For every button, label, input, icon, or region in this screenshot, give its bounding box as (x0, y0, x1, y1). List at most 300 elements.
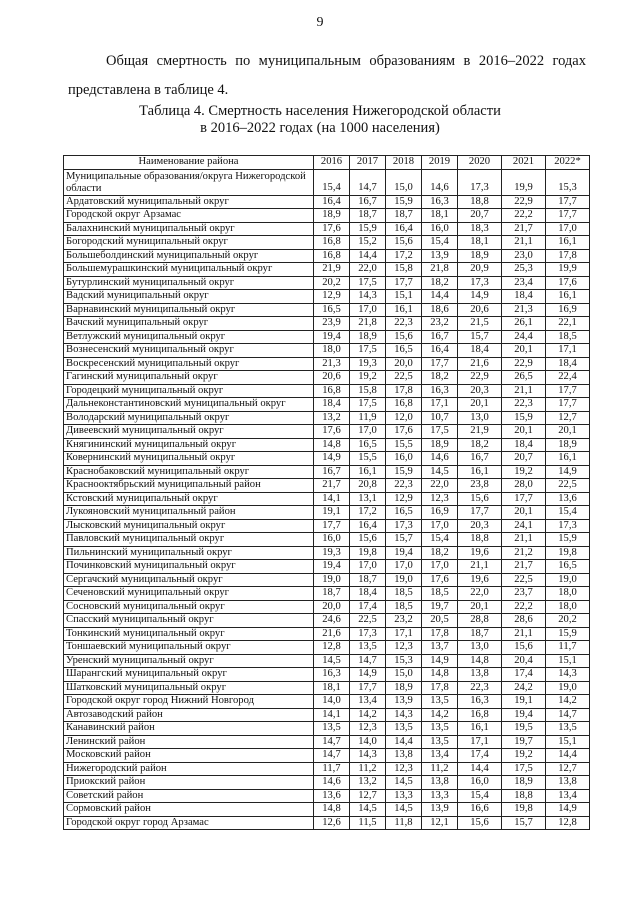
table-row (64, 169, 590, 195)
mortality-value-cell: 18,9 (386, 681, 422, 695)
mortality-value-cell: 19,8 (350, 546, 386, 560)
table-row (64, 425, 590, 439)
mortality-value-cell: 14,8 (314, 438, 350, 452)
mortality-value-cell: 14,2 (546, 695, 590, 709)
mortality-value-cell: 22,3 (502, 398, 546, 412)
mortality-value-cell: 14,4 (422, 290, 458, 304)
table-row (64, 614, 590, 628)
mortality-value-cell: 15,9 (350, 222, 386, 236)
mortality-value-cell: 15,4 (422, 236, 458, 250)
header-district-name: Наименование района (64, 156, 314, 170)
mortality-value-cell: 13,8 (546, 776, 590, 790)
mortality-value-cell: 17,7 (546, 384, 590, 398)
mortality-value-cell: 16,7 (422, 330, 458, 344)
district-name-cell: Городской округ город Нижний Новгород (64, 695, 314, 709)
mortality-value-cell: 14,9 (314, 452, 350, 466)
mortality-value-cell: 20,4 (502, 654, 546, 668)
district-name-cell: Сосновский муниципальный округ (64, 600, 314, 614)
table-row (64, 236, 590, 250)
mortality-value-cell: 13,5 (546, 722, 590, 736)
table-row (64, 492, 590, 506)
mortality-value-cell: 22,0 (458, 587, 502, 601)
mortality-value-cell: 22,2 (502, 600, 546, 614)
mortality-value-cell: 13,8 (386, 749, 422, 763)
table-row (64, 695, 590, 709)
table-row (64, 506, 590, 520)
mortality-value-cell: 18,8 (458, 533, 502, 547)
district-name-cell: Вадский муниципальный округ (64, 290, 314, 304)
mortality-value-cell: 14,4 (350, 249, 386, 263)
mortality-value-cell: 19,8 (502, 803, 546, 817)
mortality-value-cell: 18,7 (350, 209, 386, 223)
mortality-value-cell: 16,1 (458, 722, 502, 736)
mortality-value-cell: 13,2 (350, 776, 386, 790)
mortality-value-cell: 16,7 (458, 452, 502, 466)
mortality-value-cell: 16,0 (386, 452, 422, 466)
mortality-value-cell: 12,3 (386, 762, 422, 776)
mortality-value-cell: 19,9 (502, 169, 546, 195)
mortality-value-cell: 26,1 (502, 317, 546, 331)
mortality-value-cell: 17,7 (546, 398, 590, 412)
mortality-value-cell: 13,7 (422, 641, 458, 655)
table-row (64, 317, 590, 331)
mortality-value-cell: 18,9 (458, 249, 502, 263)
mortality-value-cell: 18,1 (314, 681, 350, 695)
mortality-value-cell: 14,9 (546, 803, 590, 817)
mortality-value-cell: 19,7 (502, 735, 546, 749)
mortality-value-cell: 17,3 (386, 519, 422, 533)
mortality-value-cell: 17,6 (422, 573, 458, 587)
mortality-value-cell: 14,5 (386, 776, 422, 790)
mortality-value-cell: 17,2 (386, 249, 422, 263)
mortality-value-cell: 16,6 (458, 803, 502, 817)
mortality-value-cell: 15,9 (546, 627, 590, 641)
mortality-value-cell: 21,1 (502, 627, 546, 641)
mortality-value-cell: 15,6 (502, 641, 546, 655)
mortality-value-cell: 16,5 (386, 506, 422, 520)
mortality-value-cell: 16,1 (350, 465, 386, 479)
table-row (64, 411, 590, 425)
mortality-value-cell: 11,9 (350, 411, 386, 425)
mortality-value-cell: 20,8 (350, 479, 386, 493)
mortality-value-cell: 22,1 (546, 317, 590, 331)
mortality-value-cell: 28,8 (458, 614, 502, 628)
mortality-value-cell: 13,5 (422, 722, 458, 736)
mortality-value-cell: 18,2 (422, 371, 458, 385)
mortality-value-cell: 23,0 (502, 249, 546, 263)
mortality-value-cell: 17,4 (350, 600, 386, 614)
district-name-cell: Сормовский район (64, 803, 314, 817)
table-row (64, 371, 590, 385)
table-row (64, 249, 590, 263)
mortality-value-cell: 18,1 (458, 236, 502, 250)
mortality-value-cell: 15,4 (458, 789, 502, 803)
mortality-value-cell: 17,7 (350, 681, 386, 695)
mortality-value-cell: 13,2 (314, 411, 350, 425)
mortality-value-cell: 19,4 (386, 546, 422, 560)
mortality-value-cell: 18,4 (546, 357, 590, 371)
district-name-cell: Лукояновский муниципальный район (64, 506, 314, 520)
mortality-value-cell: 19,0 (314, 573, 350, 587)
mortality-value-cell: 17,3 (458, 276, 502, 290)
mortality-value-cell: 16,1 (458, 465, 502, 479)
district-name-cell: Дивеевский муниципальный округ (64, 425, 314, 439)
mortality-value-cell: 15,5 (386, 438, 422, 452)
mortality-value-cell: 10,7 (422, 411, 458, 425)
mortality-value-cell: 14,7 (350, 169, 386, 195)
district-name-cell: Кстовский муниципальный округ (64, 492, 314, 506)
mortality-value-cell: 19,3 (350, 357, 386, 371)
mortality-value-cell: 16,7 (314, 465, 350, 479)
table-row (64, 681, 590, 695)
mortality-value-cell: 22,5 (350, 614, 386, 628)
mortality-value-cell: 15,4 (422, 533, 458, 547)
mortality-value-cell: 16,9 (422, 506, 458, 520)
mortality-value-cell: 17,0 (350, 425, 386, 439)
mortality-value-cell: 16,8 (386, 398, 422, 412)
mortality-value-cell: 18,2 (422, 546, 458, 560)
mortality-value-cell: 15,7 (386, 533, 422, 547)
mortality-value-cell: 14,9 (546, 465, 590, 479)
mortality-value-cell: 14,4 (546, 749, 590, 763)
mortality-value-cell: 20,1 (502, 344, 546, 358)
mortality-value-cell: 18,8 (458, 195, 502, 209)
table-row (64, 357, 590, 371)
mortality-value-cell: 21,8 (422, 263, 458, 277)
mortality-value-cell: 16,1 (546, 452, 590, 466)
district-name-cell: Тонкинский муниципальный округ (64, 627, 314, 641)
mortality-value-cell: 13,5 (422, 735, 458, 749)
district-name-cell: Лысковский муниципальный округ (64, 519, 314, 533)
table-row (64, 209, 590, 223)
mortality-value-cell: 17,3 (458, 169, 502, 195)
mortality-value-cell: 20,9 (458, 263, 502, 277)
district-name-cell: Вознесенский муниципальный округ (64, 344, 314, 358)
mortality-value-cell: 21,9 (314, 263, 350, 277)
mortality-value-cell: 17,1 (422, 398, 458, 412)
table-row (64, 398, 590, 412)
table-row (64, 465, 590, 479)
header-year: 2021 (502, 156, 546, 170)
mortality-value-cell: 14,1 (314, 492, 350, 506)
mortality-value-cell: 19,2 (502, 465, 546, 479)
mortality-value-cell: 20,1 (502, 425, 546, 439)
mortality-value-cell: 15,7 (502, 816, 546, 830)
table-row (64, 479, 590, 493)
mortality-value-cell: 12,9 (314, 290, 350, 304)
mortality-value-cell: 15,4 (546, 506, 590, 520)
mortality-value-cell: 15,7 (458, 330, 502, 344)
mortality-value-cell: 20,0 (314, 600, 350, 614)
mortality-value-cell: 17,0 (350, 303, 386, 317)
mortality-value-cell: 20,0 (386, 357, 422, 371)
mortality-value-cell: 12,6 (314, 816, 350, 830)
mortality-value-cell: 14,8 (458, 654, 502, 668)
mortality-value-cell: 15,9 (386, 465, 422, 479)
mortality-value-cell: 12,8 (314, 641, 350, 655)
mortality-value-cell: 20,2 (314, 276, 350, 290)
mortality-value-cell: 18,5 (546, 330, 590, 344)
mortality-value-cell: 16,0 (458, 776, 502, 790)
header-year: 2022* (546, 156, 590, 170)
mortality-value-cell: 16,5 (350, 438, 386, 452)
mortality-value-cell: 17,6 (546, 276, 590, 290)
table-row (64, 546, 590, 560)
district-name-cell: Советский район (64, 789, 314, 803)
district-name-cell: Володарский муниципальный округ (64, 411, 314, 425)
district-name-cell: Канавинский район (64, 722, 314, 736)
mortality-value-cell: 16,1 (386, 303, 422, 317)
table-header-row (64, 156, 590, 170)
mortality-value-cell: 14,4 (458, 762, 502, 776)
mortality-value-cell: 16,5 (314, 303, 350, 317)
mortality-value-cell: 16,1 (546, 290, 590, 304)
mortality-value-cell: 15,6 (386, 236, 422, 250)
district-name-cell: Большеболдинский муниципальный округ (64, 249, 314, 263)
mortality-value-cell: 14,7 (546, 708, 590, 722)
district-name-cell: Дальнеконстантиновский муниципальный округ (64, 398, 314, 412)
district-name-cell: Вачский муниципальный округ (64, 317, 314, 331)
mortality-value-cell: 17,0 (422, 560, 458, 574)
district-name-cell: Ленинский район (64, 735, 314, 749)
district-name-cell: Пильнинский муниципальный округ (64, 546, 314, 560)
mortality-value-cell: 14,7 (350, 654, 386, 668)
mortality-value-cell: 13,4 (422, 749, 458, 763)
mortality-value-cell: 14,7 (314, 735, 350, 749)
mortality-value-cell: 21,1 (458, 560, 502, 574)
district-name-cell: Городской округ город Арзамас (64, 816, 314, 830)
mortality-value-cell: 16,5 (386, 344, 422, 358)
mortality-value-cell: 16,4 (350, 519, 386, 533)
mortality-value-cell: 18,9 (502, 776, 546, 790)
district-name-cell: Муниципальные образования/округа Нижегородской области (64, 169, 314, 195)
mortality-value-cell: 13,9 (386, 695, 422, 709)
mortality-value-cell: 21,8 (350, 317, 386, 331)
district-name-cell: Уренский муниципальный округ (64, 654, 314, 668)
mortality-value-cell: 18,8 (502, 789, 546, 803)
mortality-value-cell: 14,6 (314, 776, 350, 790)
mortality-value-cell: 19,4 (314, 330, 350, 344)
mortality-value-cell: 13,6 (546, 492, 590, 506)
mortality-value-cell: 14,2 (422, 708, 458, 722)
district-name-cell: Варнавинский муниципальный округ (64, 303, 314, 317)
intro-paragraph (68, 47, 586, 105)
mortality-value-cell: 16,0 (314, 533, 350, 547)
district-name-cell: Ардатовский муниципальный округ (64, 195, 314, 209)
mortality-value-cell: 19,9 (546, 263, 590, 277)
mortality-value-cell: 23,7 (502, 587, 546, 601)
mortality-value-cell: 17,0 (546, 222, 590, 236)
mortality-value-cell: 16,8 (314, 249, 350, 263)
mortality-value-cell: 21,9 (458, 425, 502, 439)
table-row (64, 587, 590, 601)
mortality-value-cell: 14,0 (314, 695, 350, 709)
mortality-value-cell: 18,4 (350, 587, 386, 601)
table-row (64, 722, 590, 736)
mortality-value-cell: 12,7 (546, 411, 590, 425)
district-name-cell: Починковский муниципальный округ (64, 560, 314, 574)
mortality-value-cell: 17,8 (422, 681, 458, 695)
mortality-value-cell: 18,7 (458, 627, 502, 641)
mortality-value-cell: 21,7 (502, 560, 546, 574)
intro-line-1: Общая смертность по муниципальным образованиям в 2016–2022 годах (106, 53, 586, 69)
table-row (64, 290, 590, 304)
table-row (64, 195, 590, 209)
mortality-value-cell: 11,2 (350, 762, 386, 776)
mortality-value-cell: 16,0 (422, 222, 458, 236)
mortality-value-cell: 18,9 (350, 330, 386, 344)
mortality-value-cell: 15,4 (314, 169, 350, 195)
mortality-value-cell: 20,5 (422, 614, 458, 628)
mortality-value-cell: 22,9 (502, 357, 546, 371)
mortality-value-cell: 19,0 (546, 573, 590, 587)
mortality-value-cell: 23,2 (422, 317, 458, 331)
mortality-value-cell: 15,8 (350, 384, 386, 398)
mortality-value-cell: 14,8 (314, 803, 350, 817)
mortality-value-cell: 21,1 (502, 236, 546, 250)
mortality-value-cell: 22,9 (458, 371, 502, 385)
mortality-value-cell: 22,3 (458, 681, 502, 695)
mortality-value-cell: 19,1 (314, 506, 350, 520)
mortality-value-cell: 18,4 (458, 344, 502, 358)
mortality-value-cell: 18,0 (314, 344, 350, 358)
table-row (64, 438, 590, 452)
mortality-value-cell: 25,3 (502, 263, 546, 277)
mortality-value-cell: 16,9 (546, 303, 590, 317)
table-row (64, 627, 590, 641)
mortality-value-cell: 14,9 (458, 290, 502, 304)
mortality-value-cell: 22,5 (386, 371, 422, 385)
mortality-value-cell: 17,3 (350, 627, 386, 641)
mortality-value-cell: 19,0 (546, 681, 590, 695)
mortality-value-cell: 12,0 (386, 411, 422, 425)
table-row (64, 222, 590, 236)
header-year: 2020 (458, 156, 502, 170)
district-name-cell: Балахнинский муниципальный округ (64, 222, 314, 236)
mortality-value-cell: 16,3 (458, 695, 502, 709)
mortality-value-cell: 19,2 (502, 749, 546, 763)
mortality-value-cell: 18,2 (422, 276, 458, 290)
mortality-value-cell: 18,1 (422, 209, 458, 223)
mortality-value-cell: 17,0 (422, 519, 458, 533)
mortality-value-cell: 15,6 (386, 330, 422, 344)
mortality-value-cell: 14,3 (546, 668, 590, 682)
mortality-value-cell: 13,4 (350, 695, 386, 709)
district-name-cell: Московский район (64, 749, 314, 763)
district-name-cell: Сергачский муниципальный округ (64, 573, 314, 587)
mortality-value-cell: 19,7 (422, 600, 458, 614)
header-year: 2019 (422, 156, 458, 170)
mortality-value-cell: 15,6 (350, 533, 386, 547)
table-row (64, 749, 590, 763)
mortality-value-cell: 18,4 (502, 438, 546, 452)
mortality-value-cell: 17,1 (546, 344, 590, 358)
district-name-cell: Приокский район (64, 776, 314, 790)
mortality-value-cell: 19,3 (314, 546, 350, 560)
mortality-value-cell: 13,0 (458, 411, 502, 425)
mortality-value-cell: 18,5 (422, 587, 458, 601)
mortality-value-cell: 20,1 (458, 600, 502, 614)
mortality-value-cell: 12,7 (350, 789, 386, 803)
mortality-value-cell: 17,8 (422, 627, 458, 641)
intro-line-2: представлена в таблице 4. (68, 82, 229, 98)
header-year: 2017 (350, 156, 386, 170)
mortality-value-cell: 13,8 (422, 776, 458, 790)
district-name-cell: Городской округ Арзамас (64, 209, 314, 223)
mortality-value-cell: 17,4 (502, 668, 546, 682)
mortality-value-cell: 19,1 (502, 695, 546, 709)
district-name-cell: Краснооктябрьский муниципальный район (64, 479, 314, 493)
mortality-value-cell: 14,6 (422, 452, 458, 466)
mortality-value-cell: 17,5 (422, 425, 458, 439)
mortality-value-cell: 14,8 (422, 668, 458, 682)
mortality-value-cell: 15,3 (386, 654, 422, 668)
mortality-value-cell: 17,6 (314, 425, 350, 439)
mortality-value-cell: 16,4 (386, 222, 422, 236)
mortality-value-cell: 21,3 (314, 357, 350, 371)
mortality-value-cell: 17,7 (502, 492, 546, 506)
mortality-value-cell: 22,0 (422, 479, 458, 493)
mortality-value-cell: 24,6 (314, 614, 350, 628)
mortality-value-cell: 17,5 (350, 344, 386, 358)
mortality-value-cell: 22,4 (546, 371, 590, 385)
district-name-cell: Павловский муниципальный округ (64, 533, 314, 547)
mortality-value-cell: 22,5 (546, 479, 590, 493)
mortality-value-cell: 20,7 (502, 452, 546, 466)
mortality-value-cell: 16,5 (546, 560, 590, 574)
table-row (64, 384, 590, 398)
mortality-value-cell: 16,3 (422, 195, 458, 209)
table-row (64, 816, 590, 830)
mortality-value-cell: 13,3 (386, 789, 422, 803)
table-row (64, 654, 590, 668)
table-caption-line-1: Таблица 4. Смертность населения Нижегородской области (139, 103, 501, 119)
table-row (64, 776, 590, 790)
mortality-value-cell: 15,5 (350, 452, 386, 466)
mortality-value-cell: 20,6 (458, 303, 502, 317)
district-name-cell: Богородский муниципальный округ (64, 236, 314, 250)
mortality-value-cell: 13,5 (386, 722, 422, 736)
mortality-value-cell: 17,5 (502, 762, 546, 776)
table-row (64, 263, 590, 277)
mortality-value-cell: 23,8 (458, 479, 502, 493)
mortality-value-cell: 16,7 (350, 195, 386, 209)
mortality-value-cell: 21,2 (502, 546, 546, 560)
district-name-cell: Воскресенский муниципальный округ (64, 357, 314, 371)
mortality-value-cell: 17,3 (546, 519, 590, 533)
mortality-value-cell: 13,4 (546, 789, 590, 803)
district-name-cell: Шарангский муниципальный округ (64, 668, 314, 682)
mortality-value-cell: 18,5 (386, 600, 422, 614)
mortality-value-cell: 15,3 (546, 169, 590, 195)
table-caption (0, 103, 640, 137)
table-body (64, 169, 590, 830)
mortality-value-cell: 16,3 (422, 384, 458, 398)
mortality-value-cell: 12,3 (422, 492, 458, 506)
district-name-cell: Городецкий муниципальный округ (64, 384, 314, 398)
mortality-value-cell: 18,9 (314, 209, 350, 223)
table-row (64, 519, 590, 533)
mortality-value-cell: 14,7 (314, 749, 350, 763)
table-row (64, 708, 590, 722)
table-row (64, 789, 590, 803)
mortality-value-cell: 18,0 (546, 600, 590, 614)
mortality-value-cell: 20,2 (546, 614, 590, 628)
mortality-value-cell: 21,3 (502, 303, 546, 317)
mortality-value-cell: 15,6 (458, 492, 502, 506)
mortality-value-cell: 15,9 (502, 411, 546, 425)
mortality-value-cell: 18,5 (386, 587, 422, 601)
